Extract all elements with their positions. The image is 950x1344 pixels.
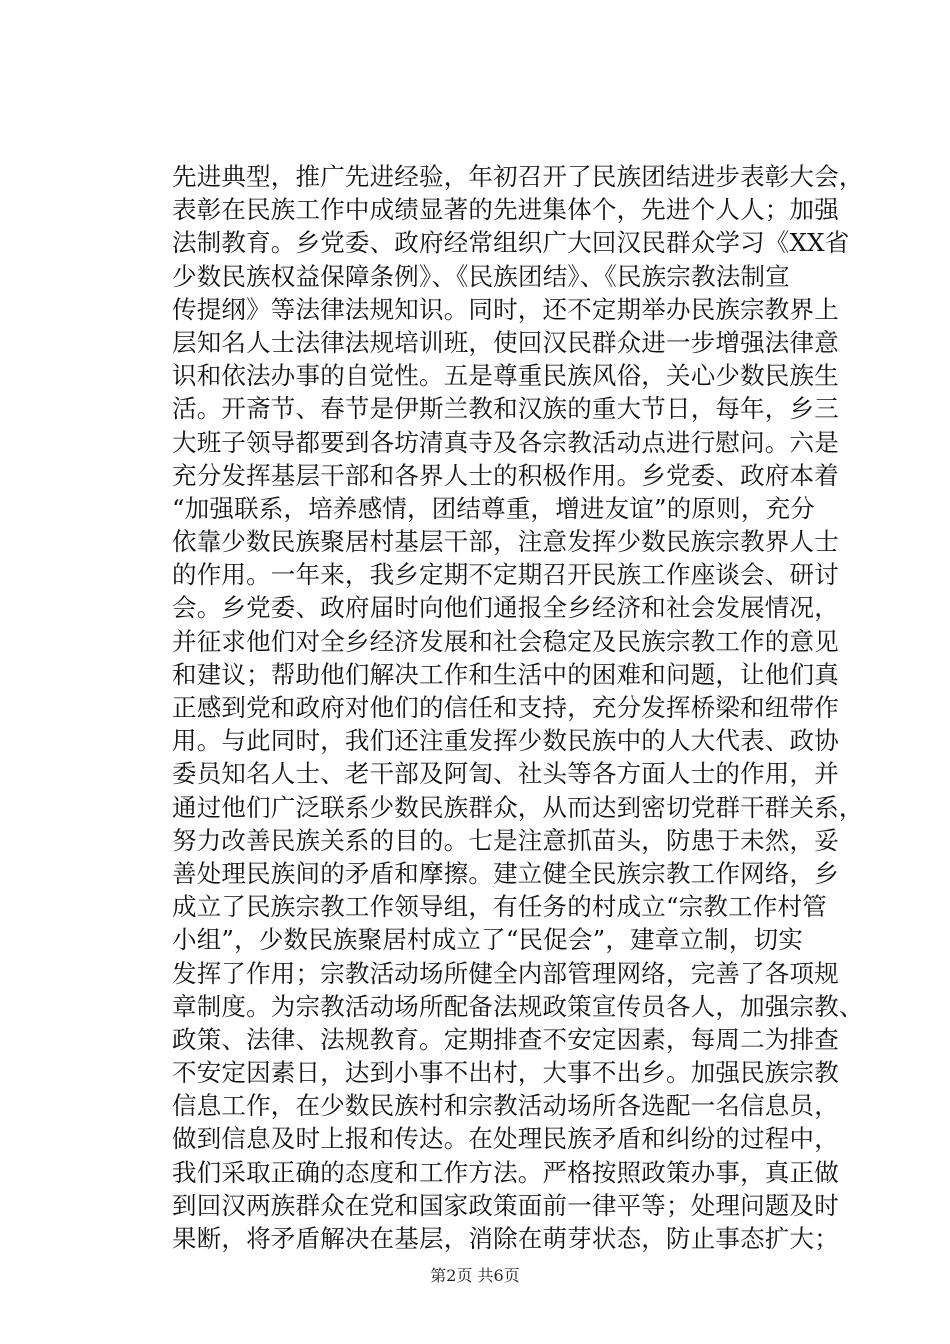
text-line: 努力改善民族关系的目的。七是注意抓苗头，防患于未然，妥 bbox=[172, 825, 839, 855]
text-line: 活。开斋节、春节是伊斯兰教和汉族的重大节日，每年，乡三 bbox=[172, 394, 839, 424]
text-line: 大班子领导都要到各坊清真寺及各宗教活动点进行慰问。六是 bbox=[172, 427, 839, 457]
text-line: 表彰在民族工作中成绩显著的先进集体个，先进个人人；加强 bbox=[172, 195, 839, 225]
text-line: 少数民族权益保障条例》、《民族团结》、《民族宗教法制宣 bbox=[172, 261, 790, 291]
text-line: 先进典型，推广先进经验，年初召开了民族团结进步表彰大会， bbox=[172, 162, 864, 191]
text-line: 善处理民族间的矛盾和摩擦。建立健全民族宗教工作网络，乡 bbox=[172, 858, 839, 888]
text-line: 成立了民族宗教工作领导组，有任务的村成立“宗教工作村管 bbox=[172, 892, 827, 922]
text-line: 识和依法办事的自觉性。五是尊重民族风俗，关心少数民族生 bbox=[172, 361, 839, 391]
text-line: 小组”，少数民族聚居村成立了“民促会”，建章立制，切实 bbox=[172, 925, 803, 955]
page-number: 第2页 共6页 bbox=[430, 1266, 520, 1285]
text-line: 和建议；帮助他们解决工作和生活中的困难和问题，让他们真 bbox=[172, 659, 839, 689]
text-line: 层知名人士法律法规培训班，使回汉民群众进一步增强法律意 bbox=[172, 327, 839, 357]
text-line: 传提纲》等法律法规知识。同时，还不定期举办民族宗教界上 bbox=[172, 294, 839, 324]
text-line: 委员知名人士、老干部及阿訇、社头等各方面人士的作用，并 bbox=[172, 759, 839, 789]
text-line: 用。与此同时，我们还注重发挥少数民族中的人大代表、政协 bbox=[172, 726, 839, 756]
text-line: 我们采取正确的态度和工作方法。严格按照政策办事，真正做 bbox=[172, 1157, 839, 1187]
text-line: 章制度。为宗教活动场所配备法规政策宣传员各人，加强宗教、 bbox=[172, 991, 864, 1021]
page-footer bbox=[0, 1266, 950, 1286]
text-line: 法制教育。乡党委、政府经常组织广大回汉民群众学习《XX省 bbox=[172, 228, 850, 258]
text-line: 到回汉两族群众在党和国家政策面前一律平等；处理问题及时 bbox=[172, 1190, 839, 1220]
text-line: 不安定因素日，达到小事不出村，大事不出乡。加强民族宗教 bbox=[172, 1058, 839, 1088]
text-line: 正感到党和政府对他们的信任和支持，充分发挥桥梁和纽带作 bbox=[172, 693, 839, 722]
text-line: 通过他们广泛联系少数民族群众，从而达到密切党群干群关系， bbox=[172, 792, 864, 822]
text-line: 发挥了作用；宗教活动场所健全内部管理网络，完善了各项规 bbox=[172, 958, 839, 988]
text-line: 依靠少数民族聚居村基层干部，注意发挥少数民族宗教界人士 bbox=[172, 527, 839, 557]
text-line: 会。乡党委、政府届时向他们通报全乡经济和社会发展情况， bbox=[172, 593, 839, 623]
text-line: 做到信息及时上报和传达。在处理民族矛盾和纠纷的过程中， bbox=[172, 1124, 839, 1154]
text-line: 果断，将矛盾解决在基层，消除在萌芽状态，防止事态扩大； bbox=[172, 1224, 839, 1253]
text-line: 的作用。一年来，我乡定期不定期召开民族工作座谈会、研讨 bbox=[172, 560, 839, 590]
text-line: 充分发挥基层干部和各界人士的积极作用。乡党委、政府本着 bbox=[172, 460, 839, 490]
text-line: 信息工作，在少数民族村和宗教活动场所各选配一名信息员， bbox=[172, 1091, 839, 1121]
text-line: 政策、法律、法规教育。定期排查不安定因素，每周二为排查 bbox=[172, 1024, 839, 1054]
text-line: 并征求他们对全乡经济发展和社会稳定及民族宗教工作的意见 bbox=[172, 626, 839, 656]
body-text bbox=[172, 160, 864, 1255]
text-line: “加强联系，培养感情，团结尊重，增进友谊”的原则，充分 bbox=[172, 493, 815, 523]
